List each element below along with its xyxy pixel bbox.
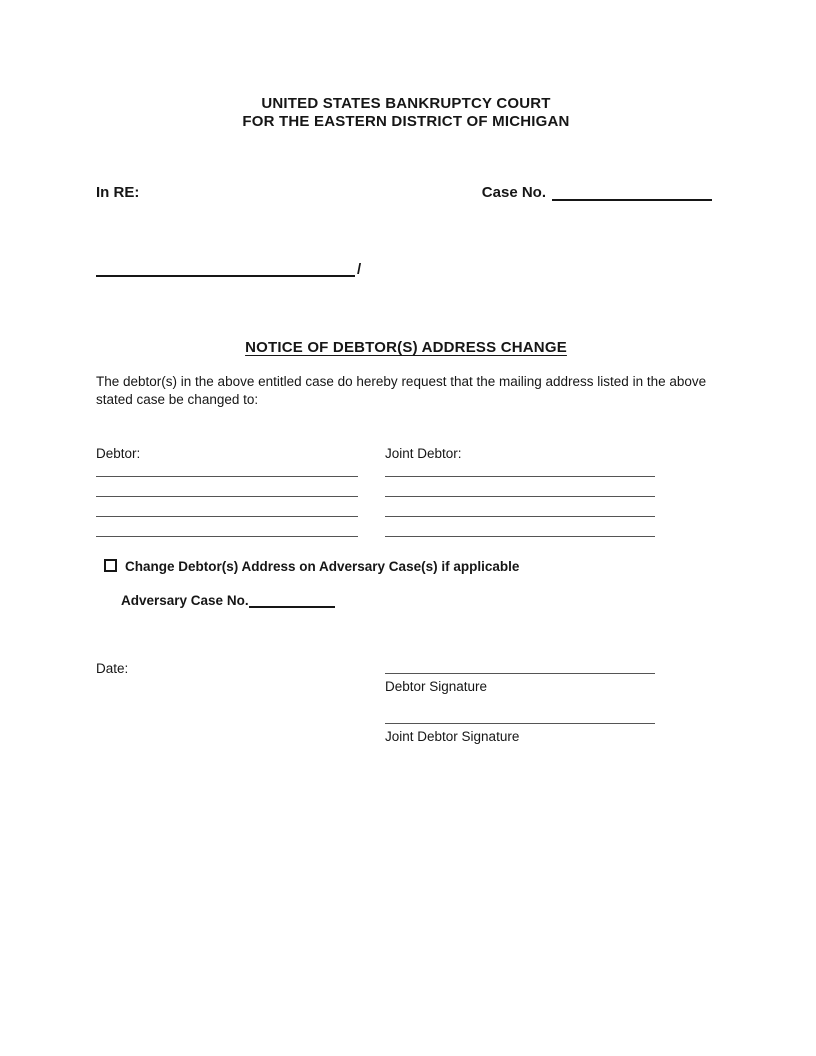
case-no-label: Case No. bbox=[481, 184, 546, 201]
debtor-signature-line[interactable] bbox=[385, 660, 655, 674]
address-change-section bbox=[96, 445, 716, 537]
joint-debtor-signature-label: Joint Debtor Signature bbox=[385, 729, 520, 744]
court-header-line2: FOR THE EASTERN DISTRICT OF MICHIGAN bbox=[242, 113, 570, 130]
notice-title: NOTICE OF DEBTOR(S) ADDRESS CHANGE bbox=[245, 339, 567, 356]
joint-debtor-address-line-1[interactable] bbox=[385, 463, 655, 477]
name-line-slash: / bbox=[357, 261, 362, 278]
court-header-line1: UNITED STATES BANKRUPTCY COURT bbox=[261, 95, 551, 112]
adversary-case-no-row bbox=[121, 592, 716, 608]
joint-debtor-address-line-2[interactable] bbox=[385, 477, 655, 497]
case-no-group bbox=[482, 183, 712, 201]
case-row bbox=[96, 183, 716, 201]
joint-debtor-address-line-4[interactable] bbox=[385, 517, 655, 537]
signature-column bbox=[385, 660, 655, 746]
debtor-name-input-line[interactable] bbox=[96, 257, 355, 277]
adversary-case-no-label: Adversary Case No. bbox=[121, 593, 249, 608]
case-no-input-line[interactable] bbox=[552, 183, 712, 201]
debtor-address-line-4[interactable] bbox=[96, 517, 358, 537]
joint-debtor-address-line-3[interactable] bbox=[385, 497, 655, 517]
signature-section bbox=[96, 660, 716, 746]
joint-debtor-signature-line[interactable] bbox=[385, 696, 655, 724]
debtor-address-line-1[interactable] bbox=[96, 463, 358, 477]
court-header bbox=[96, 95, 716, 131]
date-label: Date: bbox=[96, 661, 129, 676]
adversary-checkbox[interactable] bbox=[104, 559, 117, 572]
debtor-address-line-2[interactable] bbox=[96, 477, 358, 497]
debtor-name-row bbox=[96, 257, 716, 277]
debtor-column bbox=[96, 445, 358, 537]
debtor-signature-group bbox=[385, 660, 655, 696]
joint-debtor-column bbox=[385, 445, 655, 537]
date-column bbox=[96, 660, 385, 746]
joint-debtor-label: Joint Debtor: bbox=[385, 446, 462, 461]
notice-body-paragraph: The debtor(s) in the above entitled case do hereby request that the mailing address listed in the above stated case be changed to: bbox=[96, 374, 707, 407]
adversary-case-no-input-line[interactable] bbox=[249, 592, 335, 608]
in-re-label: In RE: bbox=[96, 184, 140, 201]
adversary-checkbox-row bbox=[104, 559, 716, 574]
adversary-checkbox-label: Change Debtor(s) Address on Adversary Case(s) if applicable bbox=[125, 559, 520, 574]
debtor-signature-label: Debtor Signature bbox=[385, 679, 488, 694]
joint-debtor-signature-group bbox=[385, 696, 655, 746]
debtor-address-line-3[interactable] bbox=[96, 497, 358, 517]
debtor-label: Debtor: bbox=[96, 446, 141, 461]
